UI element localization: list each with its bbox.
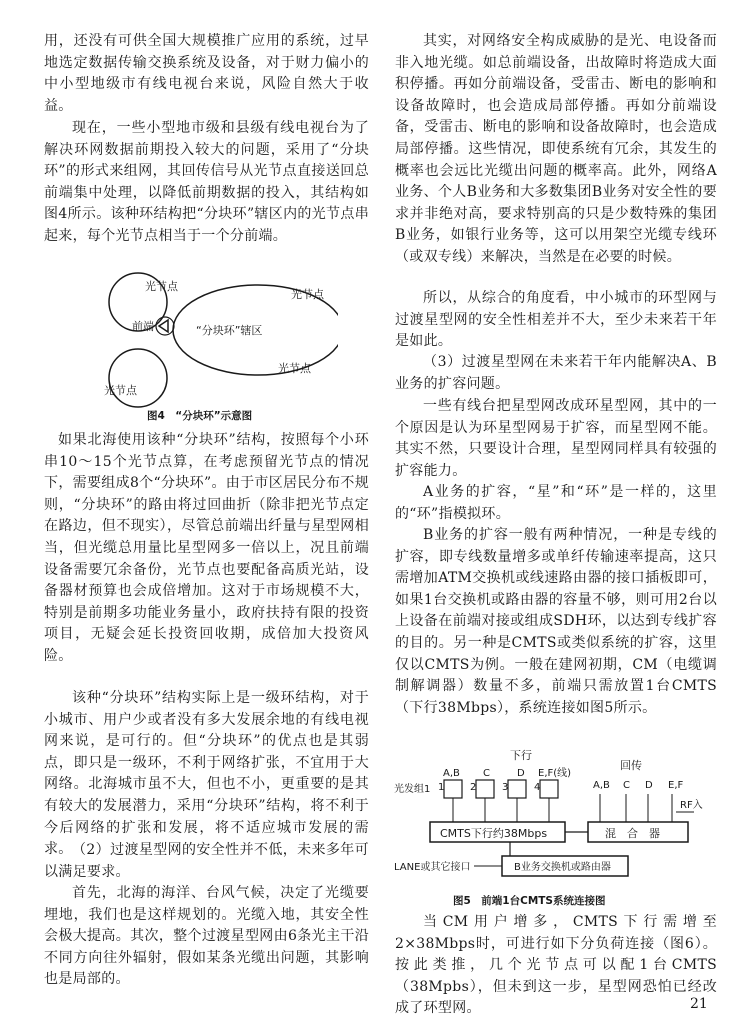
left-paragraph-3: 如果北海使用该种“分块环”结构，按照每个小环串10～15个光节点算，在考虑预留光节点的情况下，需要组成8个“分块环”。由于市区居民分布不规则，“分块环”的路由将过回曲折（除非把光节点定在路边，但不现实），尽管总前端出纤量与星型网相当，但光缆总用量比星型网多一倍以上，况且前端设备需要冗余备份，光节点也要配备高质光站，设备器材预算也会成倍增加。这对于市场规模不大，特别是前期多功能业务量小，政府扶持有限的投资项目，无疑会延长投资回收期，成倍加大投资风险。 bbox=[44, 432, 369, 664]
fig5-downstream: 下行 bbox=[510, 749, 532, 762]
right-paragraph-6: B业务的扩容一般有两种情况，一种是专线的扩容，即专线数量增多或单纤传输速率提高，这只需增加ATM交换机或线速路由器的接口插板即可，如果1台交换机或路由器的容量不够，则可用2台以上设备在前端对接或组成SDH环，以达到专线扩容的目的。另一种是CMTS或类似系统的扩容，这里仅以CMTS为例。一般在建网初期，CM（电缆调制解调器）数量不多，前端只需放置1台CMTS（下行38Mbps），系统连接如图5所示。 bbox=[395, 527, 717, 716]
fig5-sig-c-r: C bbox=[623, 780, 630, 791]
fig4-node-bottom: 光节点 bbox=[104, 384, 137, 397]
figure-4-caption: 图4 “分块环”示意图 bbox=[147, 410, 253, 422]
figure-4-diagram bbox=[98, 272, 338, 412]
fig5-sig-d: D bbox=[517, 768, 525, 779]
right-paragraph-2: 所以，从综合的角度看，中小城市的环型网与过渡星型网的安全性相差并不大，至少未来若干年是如此。 bbox=[395, 290, 717, 350]
figure-5-diagram bbox=[392, 746, 718, 894]
fig4-headend: 前端 bbox=[132, 320, 154, 333]
figure-5-caption: 图5 前端1台CMTS系统连接图 bbox=[453, 895, 606, 907]
fig5-switch: B业务交换机或路由器 bbox=[514, 862, 611, 873]
right-paragraph-4: 一些有线台把星型网改成环星型网，其中的一个原因是认为环星型网易于扩容，而星型网不能。其实不然，只要设计合理，星型网同样具有较强的扩容能力。 bbox=[395, 398, 717, 479]
left-paragraph-2: 现在，一些小型地市级和县级有线电视台为了解决环网数据前期投入较大的问题，采用了“分块环”的形式来组网，其回传信号从光节点直接送回总前端集中处理，以降低前期数据的投入，其结构如图4所示。该种环结构把“分块环”辖区内的光节点串起来，每个光节点相当于一个分前端。 bbox=[44, 120, 369, 244]
fig4-node-top: 光节点 bbox=[145, 280, 178, 293]
right-paragraph-1: 其实，对网络安全构成威胁的是光、电设备而非入地光缆。如总前端设备，出故障时将造成大面积停播。再如分前端设备，受雷击、断电的影响和设备故障时，也会造成局部停播。再如分前端设备，受雷击、断电的影响和设备故障时，也会造成局部停播。这些情况，即使系统有冗余，其发生的概率也会远比光缆出问题的概率高。此外，网络A业务、个人B业务和大多数集团B业务对安全性的要求并非绝对高，要求特别高的只是少数特殊的集团B业务，如银行业务等，这可以用架空光缆专线环（或双专线）来解决，当然是在必要的时候。 bbox=[395, 33, 717, 265]
fig5-port-1: 1 bbox=[438, 782, 445, 793]
fig5-sig-d-r: D bbox=[645, 780, 653, 791]
left-paragraph-1: 用，还没有可供全国大规模推广应用的系统，过早地选定数据传输交换系统及设备，对于财力偏小的中小型地级市有线电视台来说，风险自然大于收益。 bbox=[44, 33, 369, 114]
fig5-rf-in: RF入 bbox=[680, 800, 703, 811]
fig4-node-right-low: 光节点 bbox=[278, 362, 311, 375]
fig5-sig-c: C bbox=[483, 768, 490, 779]
right-paragraph-3: （3）过渡星型网在未来若干年内能解决A、B业务的扩容问题。 bbox=[395, 354, 717, 392]
fig5-port-2: 2 bbox=[470, 782, 477, 793]
fig5-ports bbox=[438, 780, 558, 822]
fig5-cmts: CMTS下行约38Mbps bbox=[440, 827, 548, 840]
fig5-sig-ab-r: A,B bbox=[593, 780, 610, 791]
fig4-district: “分块环”辖区 bbox=[196, 324, 263, 337]
right-paragraph-5: A业务的扩容，“星”和“环”是一样的，这里的“环”指模拟环。 bbox=[395, 484, 717, 522]
fig5-sig-ef-r: E,F bbox=[668, 780, 684, 791]
fig5-upstream: 回传 bbox=[620, 759, 642, 772]
fig5-sig-ab: A,B bbox=[443, 768, 460, 779]
ring-bottom bbox=[109, 349, 167, 407]
headend-triangle-icon bbox=[159, 320, 168, 332]
left-paragraph-4: 该种“分块环”结构实际上是一级环结构，对于小城市、用户少或者没有多大发展余地的有线电视网来说，是可行的。但“分块环”的优点也是其弱点，即只是一级环，不利于网络扩张，不宜用于大网络。北海城市虽不大，但也不小，更重要的是其有较大的发展潜力，采用“分块环”结构，将不利于今后网络的扩张和发展，将不适应城市发展的需求。 bbox=[44, 690, 369, 858]
fig5-sig-ef-line: E,F(线) bbox=[538, 768, 572, 779]
left-paragraph-6: 首先，北海的海洋、台风气候，决定了光缆要埋地，我们也是这样规划的。光缆入地，其安全性会极大提高。其次，整个过渡星型网由6条光主干沿不同方向往外辐射，假如某条光缆出问题，其影响也是局部的。 bbox=[44, 885, 369, 988]
fig5-lane: LANE或其它接口 bbox=[394, 862, 471, 873]
fig5-optical-group: 光发组1 bbox=[394, 784, 431, 795]
fig5-port-3: 3 bbox=[502, 782, 509, 793]
left-paragraph-5: （2）过渡星型网的安全性并不低，未来多年可以满足要求。 bbox=[44, 842, 369, 880]
fig5-port-4: 4 bbox=[534, 782, 541, 793]
fig5-mixer: 混 合 器 bbox=[605, 827, 660, 840]
page-number: 21 bbox=[690, 996, 708, 1012]
fig4-node-right: 光节点 bbox=[291, 288, 324, 301]
right-paragraph-7: 当CM用户增多，CMTS下行需增至2×38Mbps时，可进行如下分负荷连接（图6）。按此类推，几个光节点可以配1台CMTS（38Mpbs），但未到这一步，星型网恐怕已经改成了环型网。 bbox=[395, 914, 717, 1017]
